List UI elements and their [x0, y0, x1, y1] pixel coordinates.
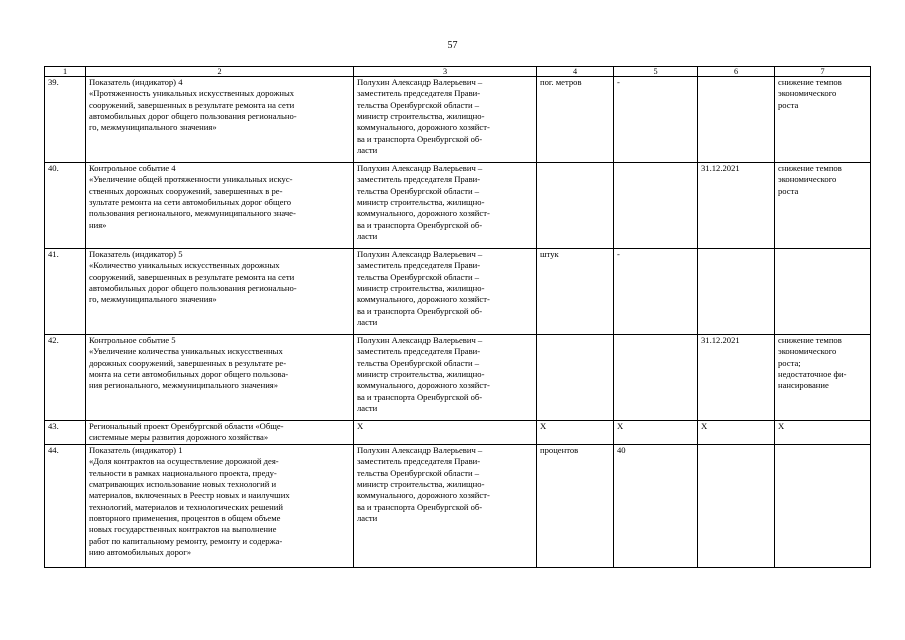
text-line: пог. метров: [540, 77, 582, 87]
text-line: коммунального, дорожного хозяйст-: [357, 490, 490, 501]
text-line: ласти: [357, 513, 378, 524]
text-line: заместитель председателя Прави-: [357, 88, 481, 99]
text-line: министр строительства, жилищно-: [357, 369, 485, 380]
header-row: [45, 67, 871, 77]
responsible-person: [354, 249, 537, 335]
text-line: Показатель (индикатор) 4: [89, 77, 183, 87]
text-line: Полухин Александр Валерьевич –: [357, 163, 483, 173]
text-line: Полухин Александр Валерьевич –: [357, 249, 483, 259]
responsible-person: [354, 445, 537, 568]
risk-description: [775, 445, 871, 568]
unit-of-measure: [537, 77, 614, 163]
text-line: Региональный проект Оренбургской области «Обще-: [89, 421, 284, 431]
unit-of-measure: [537, 445, 614, 568]
page-number: 57: [447, 40, 458, 51]
text-line: «Протяженность уникальных искусственных дорожных: [89, 88, 295, 99]
text-line: нию автомобильных дорог»: [89, 547, 192, 558]
text-line: сооружений, завершенных в результате ремонта на сети: [89, 271, 295, 282]
text-line: роста: [778, 99, 799, 110]
text-line: автомобильных дорог общего пользования регионально-: [89, 111, 297, 122]
text-line: снижение темпов: [778, 335, 842, 345]
target-value: [614, 445, 698, 568]
text-line: экономического: [778, 346, 837, 357]
text-line: X: [701, 421, 708, 431]
text-line: пользования регионального, межмуниципального значе-: [89, 208, 296, 219]
text-line: Полухин Александр Валерьевич –: [357, 445, 483, 455]
risk-description: [775, 249, 871, 335]
text-line: Полухин Александр Валерьевич –: [357, 335, 483, 345]
text-line: снижение темпов: [778, 77, 842, 87]
text-line: Контрольное событие 5: [89, 335, 176, 345]
row-number: 44.: [45, 445, 86, 568]
text-line: коммунального, дорожного хозяйст-: [357, 208, 490, 219]
text-line: новых государственных контрактов на выполнение: [89, 524, 277, 535]
text-line: тельности в рамках национального проекта, преду-: [89, 467, 277, 478]
column-header: 1: [45, 67, 86, 77]
row-number: 40.: [45, 163, 86, 249]
text-line: X: [357, 421, 364, 431]
text-line: заместитель председателя Прави-: [357, 346, 481, 357]
unit-of-measure: [537, 163, 614, 249]
table-row: [45, 445, 871, 568]
unit-of-measure: [537, 249, 614, 335]
text-line: го, межмуниципального значения»: [89, 294, 217, 305]
text-line: ва и транспорта Оренбургской об-: [357, 501, 483, 512]
text-line: снижение темпов: [778, 163, 842, 173]
text-line: ва и транспорта Оренбургской об-: [357, 133, 483, 144]
text-line: -: [617, 77, 620, 87]
deadline-date: [698, 77, 775, 163]
text-line: ласти: [357, 145, 378, 156]
target-value: [614, 77, 698, 163]
deadline-date: [698, 163, 775, 249]
text-line: ласти: [357, 403, 378, 414]
text-line: «Количество уникальных искусственных дорожных: [89, 260, 280, 271]
responsible-person: [354, 335, 537, 421]
text-line: ва и транспорта Оренбургской об-: [357, 391, 483, 402]
plan-table: [44, 66, 871, 568]
text-line: сооружений, завершенных в результате ремонта на сети: [89, 99, 295, 110]
column-header: 2: [86, 67, 354, 77]
text-line: «Увеличение общей протяженности уникальных искус-: [89, 174, 293, 185]
responsible-person: [354, 77, 537, 163]
text-line: заместитель председателя Прави-: [357, 260, 481, 271]
target-value: [614, 249, 698, 335]
text-line: министр строительства, жилищно-: [357, 479, 485, 490]
target-value: [614, 163, 698, 249]
text-line: 40: [617, 445, 626, 455]
text-line: материалов, включенных в Реестр новых и наилучших: [89, 490, 290, 501]
text-line: повторного применения, процентов в общем объеме: [89, 513, 281, 524]
text-line: сматривающих использование новых технологий и: [89, 479, 277, 490]
deadline-date: [698, 335, 775, 421]
row-number: 43.: [45, 421, 86, 445]
text-line: заместитель председателя Прави-: [357, 456, 481, 467]
text-line: министр строительства, жилищно-: [357, 283, 485, 294]
unit-of-measure: [537, 335, 614, 421]
risk-description: [775, 421, 871, 445]
text-line: ва и транспорта Оренбургской об-: [357, 305, 483, 316]
item-description: [86, 421, 354, 445]
text-line: заместитель председателя Прави-: [357, 174, 481, 185]
text-line: экономического: [778, 174, 837, 185]
text-line: ва и транспорта Оренбургской об-: [357, 219, 483, 230]
text-line: тельства Оренбургской области –: [357, 185, 480, 196]
column-header: 4: [537, 67, 614, 77]
text-line: ственных дорожных сооружений, завершенных в ре-: [89, 185, 283, 196]
text-line: 31.12.2021: [701, 335, 740, 345]
item-description: [86, 249, 354, 335]
text-line: министр строительства, жилищно-: [357, 197, 485, 208]
deadline-date: [698, 445, 775, 568]
text-line: тельства Оренбургской области –: [357, 357, 480, 368]
text-line: коммунального, дорожного хозяйст-: [357, 294, 490, 305]
deadline-date: [698, 249, 775, 335]
responsible-person: [354, 421, 537, 445]
text-line: работ по капитальному ремонту, ремонту и содержа-: [89, 535, 283, 546]
row-number: 41.: [45, 249, 86, 335]
text-line: дорожных сооружений, завершенных в результате ре-: [89, 357, 287, 368]
text-line: Полухин Александр Валерьевич –: [357, 77, 483, 87]
text-line: ласти: [357, 231, 378, 242]
text-line: коммунального, дорожного хозяйст-: [357, 380, 490, 391]
responsible-person: [354, 163, 537, 249]
item-description: [86, 445, 354, 568]
table-row: [45, 163, 871, 249]
text-line: 31.12.2021: [701, 163, 740, 173]
unit-of-measure: [537, 421, 614, 445]
text-line: системные меры развития дорожного хозяйства»: [89, 432, 269, 443]
table-row: [45, 421, 871, 445]
text-line: нансирование: [778, 380, 829, 391]
text-line: коммунального, дорожного хозяйст-: [357, 122, 490, 133]
item-description: [86, 163, 354, 249]
risk-description: [775, 335, 871, 421]
text-line: X: [617, 421, 624, 431]
item-description: [86, 335, 354, 421]
text-line: экономического: [778, 88, 837, 99]
text-line: монта на сети автомобильных дорог общего пользова-: [89, 369, 289, 380]
column-header: 5: [614, 67, 698, 77]
text-line: ния регионального, межмуниципального значения»: [89, 380, 279, 391]
text-line: штук: [540, 249, 559, 259]
table-row: [45, 77, 871, 163]
row-number: 39.: [45, 77, 86, 163]
text-line: -: [617, 249, 620, 259]
text-line: Контрольное событие 4: [89, 163, 176, 173]
text-line: автомобильных дорог общего пользования регионально-: [89, 283, 297, 294]
text-line: ния»: [89, 219, 107, 230]
text-line: «Доля контрактов на осуществление дорожной дея-: [89, 456, 279, 467]
text-line: недостаточное фи-: [778, 369, 847, 380]
target-value: [614, 335, 698, 421]
table-row: [45, 335, 871, 421]
text-line: тельства Оренбургской области –: [357, 99, 480, 110]
column-header: 3: [354, 67, 537, 77]
text-line: процентов: [540, 445, 579, 455]
risk-description: [775, 77, 871, 163]
row-number: 42.: [45, 335, 86, 421]
column-header: 6: [698, 67, 775, 77]
text-line: X: [540, 421, 547, 431]
deadline-date: [698, 421, 775, 445]
text-line: роста: [778, 185, 799, 196]
text-line: X: [778, 421, 785, 431]
text-line: зультате ремонта на сети автомобильных дорог общего: [89, 197, 292, 208]
text-line: министр строительства, жилищно-: [357, 111, 485, 122]
risk-description: [775, 163, 871, 249]
item-description: [86, 77, 354, 163]
text-line: роста;: [778, 357, 801, 368]
text-line: тельства Оренбургской области –: [357, 271, 480, 282]
text-line: «Увеличение количества уникальных искусственных: [89, 346, 283, 357]
text-line: Показатель (индикатор) 5: [89, 249, 183, 259]
column-header: 7: [775, 67, 871, 77]
text-line: тельства Оренбургской области –: [357, 467, 480, 478]
table-row: [45, 249, 871, 335]
target-value: [614, 421, 698, 445]
text-line: го, межмуниципального значения»: [89, 122, 217, 133]
text-line: ласти: [357, 317, 378, 328]
text-line: технологий, материалов и технологических решений: [89, 501, 283, 512]
text-line: Показатель (индикатор) 1: [89, 445, 183, 455]
